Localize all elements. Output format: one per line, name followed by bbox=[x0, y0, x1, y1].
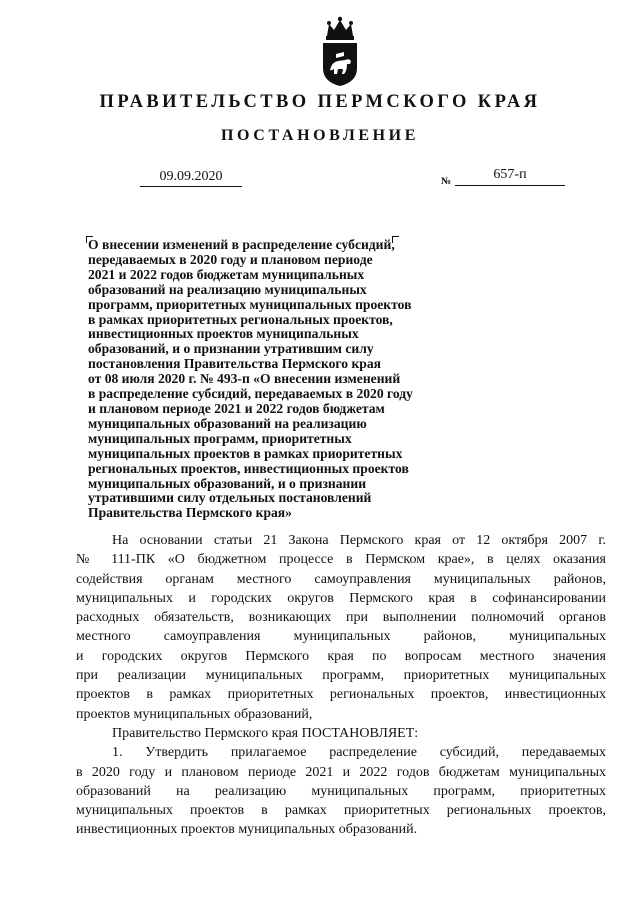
title-line: О внесении изменений в распределение субсидий, bbox=[88, 237, 395, 252]
document-title bbox=[88, 238, 468, 521]
title-line: муниципальных образований на реализацию bbox=[88, 415, 367, 431]
body-line: На основании статьи 21 Закона Пермского края от 12 октября 2007 г. bbox=[112, 533, 606, 548]
title-line: образований на реализацию муниципальных bbox=[88, 281, 367, 297]
title-line: программ, приоритетных муниципальных проектов bbox=[88, 296, 412, 312]
title-line: от 08 июля 2020 г. № 493-п «О внесении изменений bbox=[88, 371, 401, 387]
body-line: проектов муниципальных образований, bbox=[76, 706, 313, 722]
title-line: муниципальных проектов в рамках приоритетных bbox=[88, 445, 403, 461]
body-line: Правительство Пермского края ПОСТАНОВЛЯЕТ: bbox=[112, 725, 419, 741]
document-date: 09.09.2020 bbox=[140, 168, 242, 187]
title-line: и плановом периоде 2021 и 2022 годов бюджетам bbox=[88, 400, 385, 416]
body-line: местного самоуправления муниципальных районов, муниципальных bbox=[76, 629, 606, 645]
body-line: муниципальных и городских округов Пермского края в софинансировании bbox=[76, 590, 606, 606]
title-line: в распределение субсидий, передаваемых в 2020 году bbox=[88, 386, 413, 402]
body-line: содействия органам местного самоуправления муниципальных районов, bbox=[76, 571, 606, 587]
title-line: муниципальных программ, приоритетных bbox=[88, 430, 352, 446]
document-type: ПОСТАНОВЛЕНИЕ bbox=[221, 127, 419, 144]
body-line: расходных обязательств, возникающих при выполнении полномочий органов bbox=[76, 610, 606, 626]
body-line: проектов в рамках приоритетных региональных проектов, инвестиционных bbox=[76, 687, 606, 703]
title-line: муниципальных образований, и о признании bbox=[88, 475, 367, 491]
body-line: 1. Утвердить прилагаемое распределение субсидий, передаваемых bbox=[112, 745, 606, 761]
body-line: при реализации муниципальных программ, приоритетных муниципальных bbox=[76, 668, 606, 684]
perm-krai-coat-of-arms-icon bbox=[318, 16, 362, 88]
government-name: ПРАВИТЕЛЬСТВО ПЕРМСКОГО КРАЯ bbox=[99, 92, 541, 112]
title-line: утратившими силу отдельных постановлений bbox=[88, 490, 372, 506]
body-line: муниципальных проектов в рамках приоритетных региональных проектов, bbox=[76, 803, 606, 819]
document-body bbox=[76, 531, 606, 840]
document-number: 657-п bbox=[455, 166, 565, 186]
title-line: Правительства Пермского края» bbox=[88, 505, 292, 521]
title-line: передаваемых в 2020 году и плановом периоде bbox=[88, 251, 373, 267]
body-line: образований на реализацию муниципальных программ, приоритетных bbox=[76, 783, 606, 799]
title-line: региональных проектов, инвестиционных проектов bbox=[88, 460, 409, 476]
body-line: № 111-ПК «О бюджетном процессе в Пермском крае», в целях оказания bbox=[76, 552, 606, 568]
title-line: 2021 и 2022 годов бюджетам муниципальных bbox=[88, 266, 365, 282]
title-line: постановления Правительства Пермского края bbox=[88, 356, 381, 372]
title-line: в рамках приоритетных региональных проектов, bbox=[88, 311, 393, 327]
title-line: образований, и о признании утратившим силу bbox=[88, 341, 374, 357]
number-sign: № bbox=[441, 176, 452, 187]
body-line: и городских округов Пермского края по вопросам местного значения bbox=[76, 648, 606, 664]
body-line: в 2020 году и плановом периоде 2021 и 2022 годов бюджетам муниципальных bbox=[76, 764, 606, 780]
title-line: инвестиционных проектов муниципальных bbox=[88, 326, 359, 342]
body-line: инвестиционных проектов муниципальных образований. bbox=[76, 822, 418, 838]
